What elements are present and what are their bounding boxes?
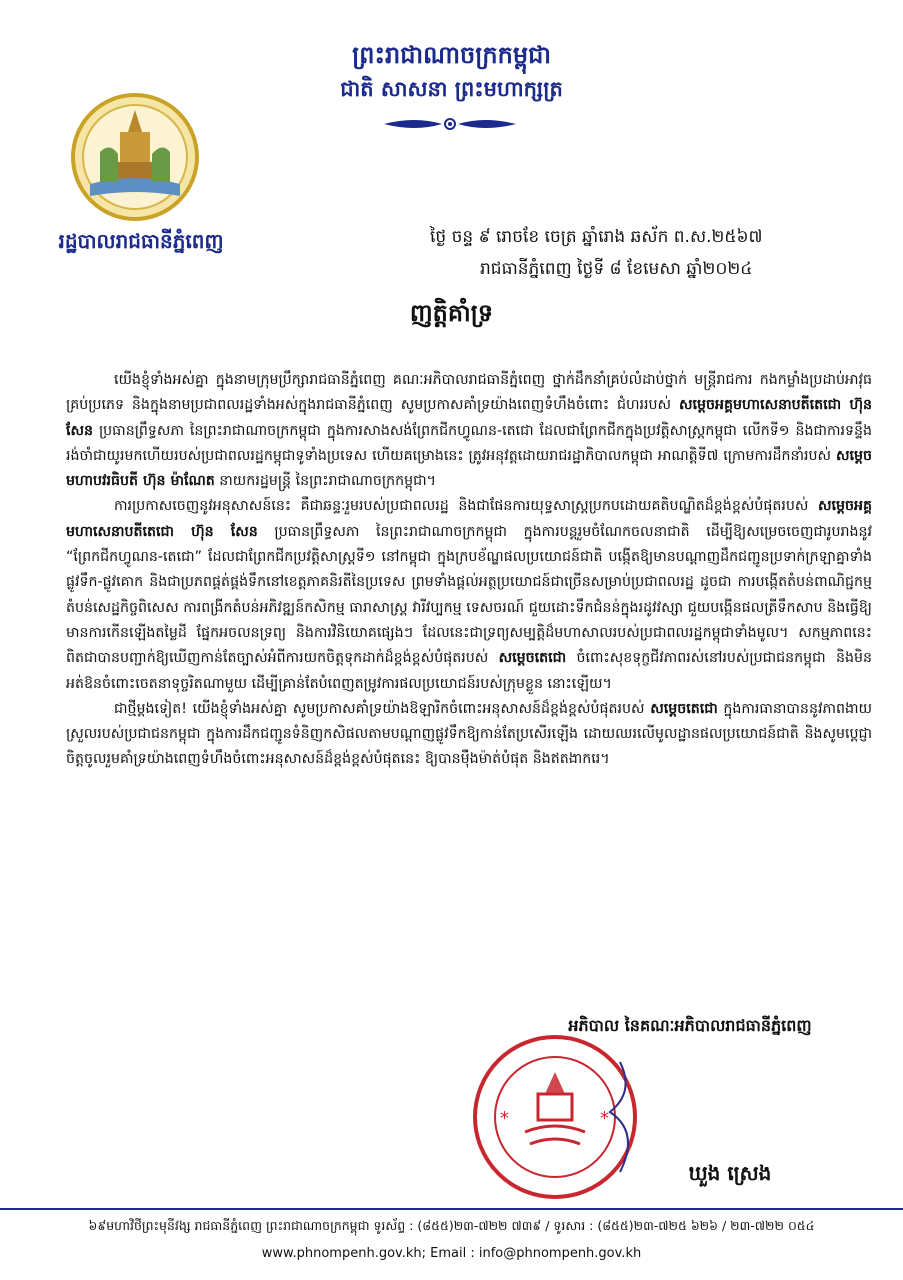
text-run: ក្នុងការធានាបាននូវភាពងាយស្រួលរបស់ប្រជាជនកម្ពុជា ក្នុងការដឹកជញ្ជូនទំនិញកសិផលតាមបណ្តាញផ្លូវទឹកឱ្យកាន់តែប្រសើរឡើង ដោយឈរលើមូលដ្ឋានផលប្រយោជន៍ជាតិ និងសូមប្តេជ្ញាចិត្តចូលរួមគាំទ្រយ៉ាងពេញទំហឹងចំពោះអនុសាសន៍ដ៏ខ្ពង់ខ្ពស់បំផុតនេះ ឱ្យបានម៉ឺងម៉ាត់បំផុត និងឥតងាករេ។: [66, 700, 872, 768]
bold-name: សម្តេចតេជោ: [650, 700, 718, 717]
document-body: [66, 368, 872, 773]
svg-text:*: *: [500, 1108, 509, 1129]
bold-name: សម្តេចអគ្គមហាសេនាបតីតេជោ ហ៊ុន សែន: [66, 498, 872, 540]
document-title: ញត្តិគាំទ្រ: [409, 299, 494, 327]
svg-text:*: *: [600, 1108, 609, 1129]
footer-website-email: www.phnompenh.gov.kh; Email : info@phnompenh.gov.kh: [261, 1246, 642, 1261]
signatory-name: ឃួង ស្រេង: [688, 1161, 772, 1185]
kingdom-heading: ព្រះរាជាណាចក្រកម្ពុជា: [352, 41, 551, 69]
paragraph-1: [66, 368, 872, 494]
signatory-title: អភិបាល នៃគណៈអភិបាលរាជធានីភ្នំពេញ: [568, 1016, 812, 1035]
ornament-divider-icon: [380, 112, 520, 136]
bold-name: សម្តេចតេជោ: [498, 650, 567, 667]
lunar-date: ថ្ងៃ ចន្ទ ៩ រោចខែ ចេត្រ ឆ្នាំរោង ឆស័ក ព.ស.២៥៦៧: [430, 227, 763, 247]
organization-name: រដ្ឋបាលរាជធានីភ្នំពេញ: [58, 229, 224, 253]
text-run: នាយករដ្ឋមន្ត្រី នៃព្រះរាជាណាចក្រកម្ពុជា។: [214, 473, 436, 490]
paragraph-3: [66, 697, 872, 773]
bold-name: សម្តេចអគ្គមហាសេនាបតីតេជោ ហ៊ុន សែន: [66, 397, 872, 439]
text-run: យើងខ្ញុំទាំងអស់គ្នា ក្នុងនាមក្រុមប្រឹក្សារាជធានីភ្នំពេញ គណៈអភិបាលរាជធានីភ្នំពេញ ថ្នាក់ដឹកនាំគ្រប់លំដាប់ថ្នាក់ មន្ត្រីរាជការ កងកម្លាំងប្រដាប់អាវុធគ្រប់ប្រភេទ និងក្នុងនាមប្រជាពលរដ្ឋទាំងអស់ក្នុងរាជធានីភ្នំពេញ សូមប្រកាសគាំទ្រយ៉ាងពេញទំហឹងចំពោះ ជំហររបស់: [66, 372, 872, 414]
national-motto: ជាតិ សាសនា ព្រះមហាក្សត្រ: [340, 77, 563, 101]
text-run: ការប្រកាសចេញនូវអនុសាសន៍នេះ គឺជាឆន្ទៈរួមរបស់ប្រជាពលរដ្ឋ និងជាផែនការយុទ្ធសាស្ត្រប្រកបដោយគតិបណ្ឌិតដ៏ខ្ពង់ខ្ពស់បំផុតរបស់: [114, 498, 818, 515]
text-run: ចំពោះសុខទុក្ខជីវភាពរស់នៅរបស់ប្រជាជនកម្ពុជា និងមិនអត់ឱនចំពោះចេតនាទុច្ចរិតណាមួយ ដើម្បីគ្រាន់តែបំពេញតម្រូវការផលប្រយោជន៍របស់ក្រុមខ្លួន នោះឡើយ។: [66, 650, 872, 692]
bold-name: សម្តេចមហាបវរធិបតី ហ៊ុន ម៉ាណែត: [66, 447, 872, 490]
official-seal-stamp: [470, 1032, 640, 1202]
phnom-penh-emblem-logo: [70, 92, 200, 222]
footer-address: ៦៩មហាវិថីព្រះមុនីវង្ស រាជធានីភ្នំពេញ ព្រះរាជាណាចក្រកម្ពុជា ទូរស័ព្ទ : (៨៥៥)២៣-៧២២ ៧៣៩ / ទូរសារ : (៨៥៥)២៣-៧២៥ ៦២៦ / ២៣-៧២២ ០៥៤: [88, 1218, 815, 1233]
text-run: ជាថ្មីម្តងទៀត! យើងខ្ញុំទាំងអស់គ្នា សូមប្រកាសគាំទ្រយ៉ាងឱឡារិកចំពោះអនុសាសន៍ដ៏ខ្ពង់ខ្ពស់បំផុតរបស់: [114, 700, 651, 717]
gregorian-date: រាជធានីភ្នំពេញ ថ្ងៃទី ៨ ខែមេសា ឆ្នាំ២០២៤: [480, 259, 753, 279]
footer-divider: [0, 1208, 903, 1210]
text-run: ប្រធានព្រឹទ្ធសភា នៃព្រះរាជាណាចក្រកម្ពុជា ក្នុងការសាងសង់ព្រែកជីកហ្វូណន-តេជោ ដែលជាព្រែកជីកក្នុងប្រវត្តិសាស្ត្រកម្ពុជា លើកទី១ និងជាការទន្ទឹងរង់ចាំជាយូរមកហើយរបស់ប្រជាពលរដ្ឋកម្ពុជាទូទាំងប្រទេស ហើយគម្រោងនេះ ត្រូវអនុវត្តដោយរាជរដ្ឋាភិបាលកម្ពុជា អាណត្តិទី៧ ក្រោមការដឹកនាំរបស់: [66, 422, 872, 464]
paragraph-2: [66, 494, 872, 696]
text-run: ប្រធានព្រឹទ្ធសភា នៃព្រះរាជាណាចក្រកម្ពុជា ក្នុងការបន្តរួមចំណែកចលនាជាតិ ដើម្បីឱ្យសម្រេចចេញជារូបរាងនូវ “ព្រែកជីកហ្វូណន-តេជោ” ដែលជាព្រែកជីកប្រវត្តិសាស្ត្រទី១ នៅកម្ពុជា ក្នុងក្របខ័ណ្ឌផលប្រយោជន៍ជាតិ បង្កើតឱ្យមានបណ្តាញដឹកជញ្ជូនប្រទាក់ក្រឡាគ្នាទាំងផ្លូវទឹក-ផ្លូវគោក និងជាប្រភពផ្គត់ផ្គង់ទឹកនៅខេត្តភាគនិរតីនៃប្រទេស ព្រមទាំងផ្តល់អត្ថប្រយោជន៍ជាច្រើនសម្រាប់ប្រជាពលរដ្ឋ ដូចជា ការបង្កើតតំបន់ពាណិជ្ជកម្ម តំបន់សេដ្ឋកិច្ចពិសេស ការពង្រីកតំបន់អភិវឌ្ឍន៍កសិកម្ម ធារាសាស្ត្រ វារីវប្បកម្ម ទេសចរណ៍ ជួយដោះទឹកជំនន់ក្នុងរដូវវស្សា ជួយបង្កើនផលត្រីទឹកសាប និងធ្វើឱ្យមានការកើនឡើងតម្លៃដី ផ្នែកអចលនទ្រព្យ និងការវិនិយោគផ្សេងៗ ដែលនេះជាទ្រព្យសម្បត្តិដ៏មហាសាលរបស់ប្រជាពលរដ្ឋកម្ពុជាទាំងមូល។ សកម្មភាពនេះពិតជាបានបញ្ជាក់ឱ្យឃើញកាន់តែច្បាស់អំពីការយកចិត្តទុកដាក់ដ៏ខ្ពង់ខ្ពស់បំផុតរបស់: [66, 523, 872, 667]
